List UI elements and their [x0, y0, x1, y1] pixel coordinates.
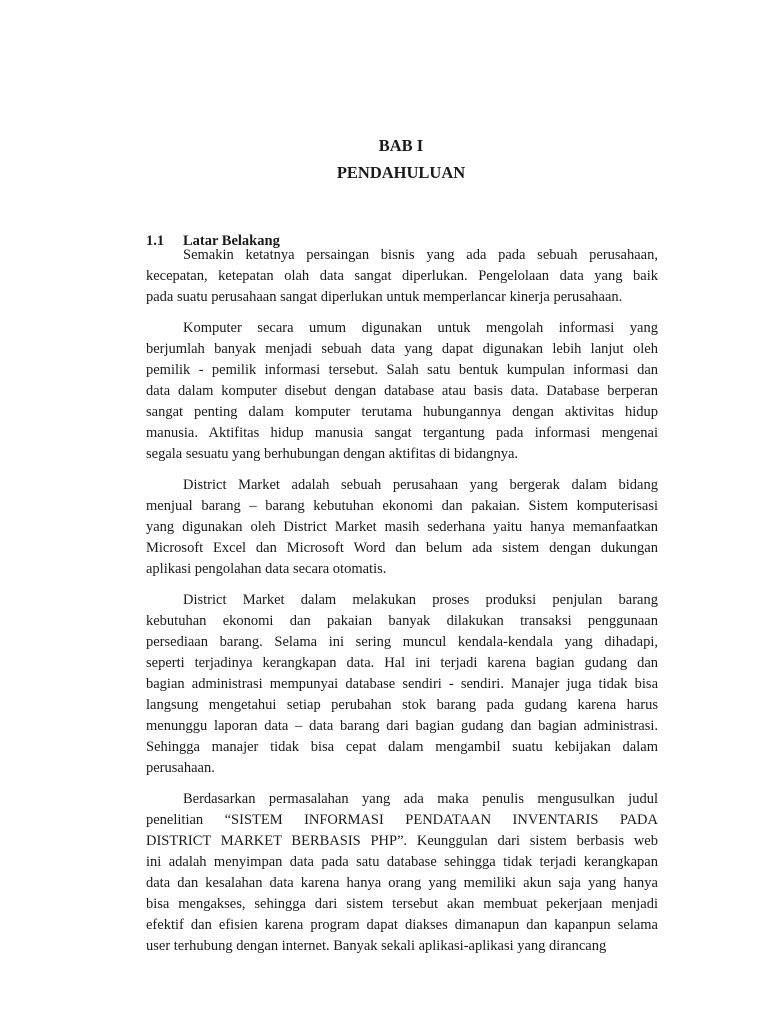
paragraph-line: Berdasarkan permasalahan yang ada maka penulis mengusulkan judul [183, 791, 658, 807]
paragraph-line: District Market adalah sebuah perusahaan yang bergerak dalam bidang [183, 477, 658, 493]
paragraph [146, 789, 658, 957]
paragraph [146, 475, 658, 580]
paragraph-line: sangat penting dalam komputer terutama hubungannya dengan aktivitas hidup [146, 404, 658, 420]
paragraph-line: District Market dalam melakukan proses produksi penjulan barang [183, 592, 658, 608]
section-number: 1.1 [146, 233, 165, 249]
paragraph-line: pada suatu perusahaan sangat diperlukan untuk memperlancar kinerja perusahaan. [146, 289, 623, 305]
paragraph-line: manusia. Aktifitas hidup manusia sangat tergantung pada informasi mengenai [146, 425, 658, 441]
body-text [146, 245, 658, 967]
paragraph-line: menjual barang – barang kebutuhan ekonomi dan pakaian. Sistem komputerisasi [146, 498, 658, 514]
paragraph [146, 318, 658, 465]
paragraph-line: ini adalah menyimpan data pada satu database sehingga tidak terjadi kerangkapan [146, 854, 658, 870]
paragraph-line: pemilik - pemilik informasi tersebut. Salah satu bentuk kumpulan informasi dan [146, 362, 658, 378]
paragraph-line: bisa mengakses, sehingga dari sistem tersebut akan membuat pekerjaan menjadi [146, 896, 658, 912]
paragraph-line: Sehingga manajer tidak bisa cepat dalam mengambil suatu kebijakan dalam [146, 739, 658, 755]
paragraph-line: user terhubung dengan internet. Banyak sekali aplikasi-aplikasi yang dirancang [146, 938, 607, 954]
paragraph-line: segala sesuatu yang berhubungan dengan aktifitas di bidangnya. [146, 446, 519, 462]
paragraph-line: berjumlah banyak menjadi sebuah data yang dapat digunakan lebih lanjut oleh [146, 341, 658, 357]
paragraph-line: kebutuhan ekonomi dan pakaian banyak dilakukan transaksi penggunaan [146, 613, 658, 629]
paragraph-line: kecepatan, ketepatan olah data sangat diperlukan. Pengelolaan data yang baik [146, 268, 658, 284]
paragraph-line: efektif dan efisien karena program dapat diakses dimanapun dan kapanpun selama [146, 917, 658, 933]
paragraph-line: langsung mengetahui setiap perubahan stok barang pada gudang karena harus [146, 697, 658, 713]
paragraph [146, 590, 658, 779]
paragraph [146, 245, 658, 308]
paragraph-line: seperti terjadinya kerangkapan data. Hal ini terjadi karena bagian gudang dan [146, 655, 658, 671]
paragraph-line: yang digunakan oleh District Market masih sederhana yaitu hanya memanfaatkan [146, 519, 658, 535]
paragraph-line: persediaan barang. Selama ini sering muncul kendala-kendala yang dihadapi, [146, 634, 658, 650]
paragraph-line: Semakin ketatnya persaingan bisnis yang ada pada sebuah perusahaan, [183, 247, 658, 263]
chapter-title: PENDAHULUAN [336, 163, 466, 182]
chapter-heading [0, 132, 768, 186]
paragraph-line: Microsoft Excel dan Microsoft Word dan belum ada sistem dengan dukungan [146, 540, 658, 556]
paragraph-line: Komputer secara umum digunakan untuk mengolah informasi yang [183, 320, 658, 336]
paragraph-line: bagian administrasi mempunyai database sendiri - sendiri. Manajer juga tidak bisa [146, 676, 658, 692]
paragraph-line: penelitian “SISTEM INFORMASI PENDATAAN INVENTARIS PADA [146, 812, 658, 828]
paragraph-line: perusahaan. [146, 760, 215, 776]
chapter-label: BAB I [378, 136, 424, 155]
paragraph-line: menunggu laporan data – data barang dari bagian gudang dan bagian administrasi. [146, 718, 658, 734]
paragraph-line: aplikasi pengolahan data secara otomatis. [146, 561, 387, 577]
paragraph-line: data dalam komputer disebut dengan database atau basis data. Database berperan [146, 383, 658, 399]
paragraph-line: data dan kesalahan data karena hanya orang yang memiliki akun saja yang hanya [146, 875, 658, 891]
section-title: Latar Belakang [183, 233, 280, 249]
paragraph-line: DISTRICT MARKET BERBASIS PHP”. Keunggulan dari sistem berbasis web [146, 833, 658, 849]
